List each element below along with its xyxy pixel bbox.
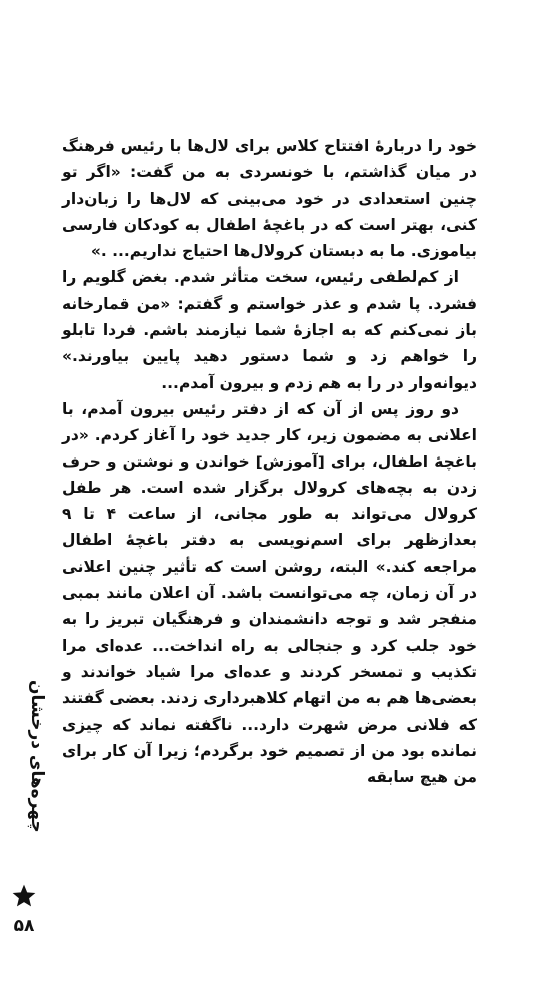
running-title: چهره‌های درخشان bbox=[27, 680, 47, 833]
side-running-header bbox=[8, 680, 47, 980]
star-icon bbox=[11, 883, 37, 909]
page-number: ۵۸ bbox=[13, 916, 35, 936]
paragraph-3: دو روز پس از آن که از دفتر رئیس بیرون آمدم، با اعلانی به مضمون زیر، کار جدید خود را آغاز کردم. «در باغچهٔ اطفال، برای [آموزش] خواندن و نوشتن و حرف زدن به بچه‌های کرولال برگزار شده است. هر طفل کرولال می‌تواند به طور مجانی، از ساعت ۴ تا ۹ بعدازظهر برای اسم‌نویسی به دفتر باغچهٔ اطفال مراجعه کند.» البته، روشن است که تأثیر چنین اعلانی در آن زمان، چه می‌توانست باشد. آن اعلان مانند بمبی منفجر شد و توجه دانشمندان و فرهنگیان تبریز را به خود جلب کرد و جنجالی به راه انداخت... عده‌ای مرا تکذیب و تمسخر کردند و عده‌ای مرا شیاد خواندند و بعضی‌ها هم به من اتهام کلاهبرداری زدند. بعضی گفتند که فلانی مرض شهرت دارد... ناگفته نماند که چیزی نمانده بود من از تصمیم خود برگردم؛ زیرا آن کار برای من هیچ سابقه bbox=[62, 399, 477, 787]
paragraph-2: از کم‌لطفی رئیس، سخت متأثر شدم. بغض گلویم را فشرد. پا شدم و عذر خواستم و گفتم: «من قمارخانه باز نمی‌کنم که به اجازهٔ شما نیازمند باشم. فردا تابلو را خواهم زد و شما دستور دهید پایین بیاورند.» دیوانه‌وار در را به هم زدم و بیرون آمدم... bbox=[62, 268, 477, 392]
paragraph-1: خود را دربارهٔ افتتاح کلاس برای لال‌ها با رئیس فرهنگ در میان گذاشتم، با خونسردی به من گفت: «اگر تو چنین استعدادی در خود می‌بینی که لال‌ها را زبان‌دار کنی، بهتر است که در باغچهٔ اطفال به کودکان فارسی بیاموزی. ما به دبستان کرولال‌ها احتیاج نداریم... .» bbox=[62, 137, 477, 261]
page-body bbox=[62, 133, 477, 790]
